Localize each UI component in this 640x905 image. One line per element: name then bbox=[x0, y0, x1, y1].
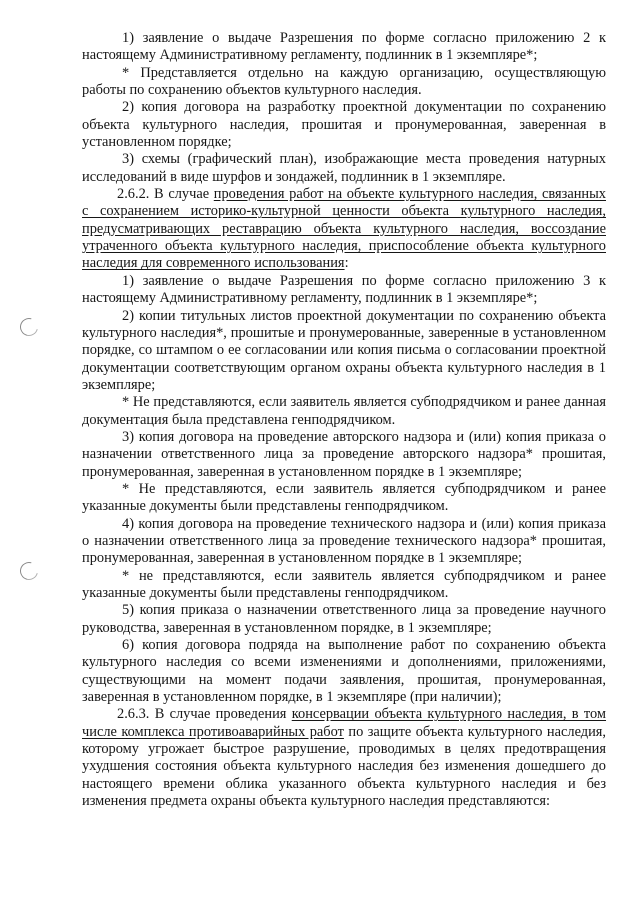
paragraph: 2) копия договора на разработку проектной документации по сохранению объекта культурного наследия, прошитая и пронумерованная, заверенная в установленном порядке; bbox=[82, 99, 606, 151]
paragraph: 3) схемы (графический план), изображающие места проведения натурных исследований в виде шурфов и зондажей, подлинник в 1 экземпляре. bbox=[82, 151, 606, 185]
section-paragraph bbox=[82, 706, 606, 810]
paragraph: 4) копия договора на проведение технического надзора и (или) копия приказа о назначении ответственного лица за проведение технического надзора* прошитая, пронумерованная, заверенная в установленном порядке в 1 экземпляре; bbox=[82, 515, 606, 567]
section-tail-text: по защите объекта культурного наследия, которому угрожает быстрое разрушение, проводимых в целях предотвращения ухудшения состояния объекта культурного наследия без изменения дошедшего до настоящего времени облика указанного объекта культурного наследия и без изменения предмета охраны объекта культурного наследия представляются: bbox=[82, 723, 607, 810]
underlined-text: проведения работ на объекте культурного наследия, связанных с сохранением историко-культурной ценности объекта культурного наследия, предусматривающих реставрацию объекта культурного наследия, воссоздание утраченного объекта культурного наследия, приспособление объекта культурного наследия для современного использования bbox=[82, 186, 606, 272]
footnote-paragraph: * Не представляются, если заявитель является субподрядчиком и ранее данная документация была представлена генподрядчиком. bbox=[82, 394, 606, 428]
underlined-text: консервации объекта культурного наследия, в том числе комплекса противоаварийных работ bbox=[82, 706, 607, 740]
paragraph: 6) копия договора подряда на выполнение работ по сохранению объекта культурного наследия со всеми изменениями и дополнениями, приложениями, существующими на момент подачи заявления, прошитая, пронумерованная, заверенная в установленном порядке, в 1 экземпляре (при наличии); bbox=[82, 637, 606, 706]
section-lead-text: 2.6.2. В случае bbox=[117, 186, 214, 203]
paragraph: 3) копия договора на проведение авторского надзора и (или) копия приказа о назначении ответственного лица за проведение авторского надзора* прошитая, пронумерованная, заверенная в установленном порядке в 1 экземпляре; bbox=[82, 428, 606, 480]
section-tail-text: : bbox=[344, 255, 349, 272]
document-page bbox=[82, 30, 606, 810]
punch-hole-mark bbox=[17, 315, 42, 340]
paragraph: 1) заявление о выдаче Разрешения по форме согласно приложению 2 к настоящему Административному регламенту, подлинник в 1 экземпляре*; bbox=[82, 30, 606, 64]
section-lead-text: 2.6.3. В случае проведения bbox=[117, 706, 292, 723]
footnote-paragraph: * не представляются, если заявитель является субподрядчиком и ранее указанные документы были представлены генподрядчиком. bbox=[82, 567, 606, 601]
footnote-paragraph: * Представляется отдельно на каждую организацию, осуществляющую работы по сохранению объектов культурного наследия. bbox=[82, 64, 606, 99]
paragraph: 5) копия приказа о назначении ответственного лица за проведение научного руководства, заверенная в установленном порядке, в 1 экземпляре; bbox=[82, 602, 606, 636]
paragraph: 1) заявление о выдаче Разрешения по форме согласно приложению 3 к настоящему Административному регламенту, подлинник в 1 экземпляре*; bbox=[82, 272, 606, 307]
punch-hole-mark bbox=[17, 559, 42, 584]
section-paragraph bbox=[82, 186, 606, 273]
footnote-paragraph: * Не представляются, если заявитель является субподрядчиком и ранее указанные документы были представлены генподрядчиком. bbox=[82, 480, 606, 515]
paragraph: 2) копии титульных листов проектной документации по сохранению объекта культурного наследия*, прошитые и пронумерованные, заверенные в установленном порядке, со штампом о ее согласовании или копия письма о согласовании проектной документации соответствующим органом охраны объекта культурного наследия в 1 экземпляре; bbox=[82, 307, 606, 393]
